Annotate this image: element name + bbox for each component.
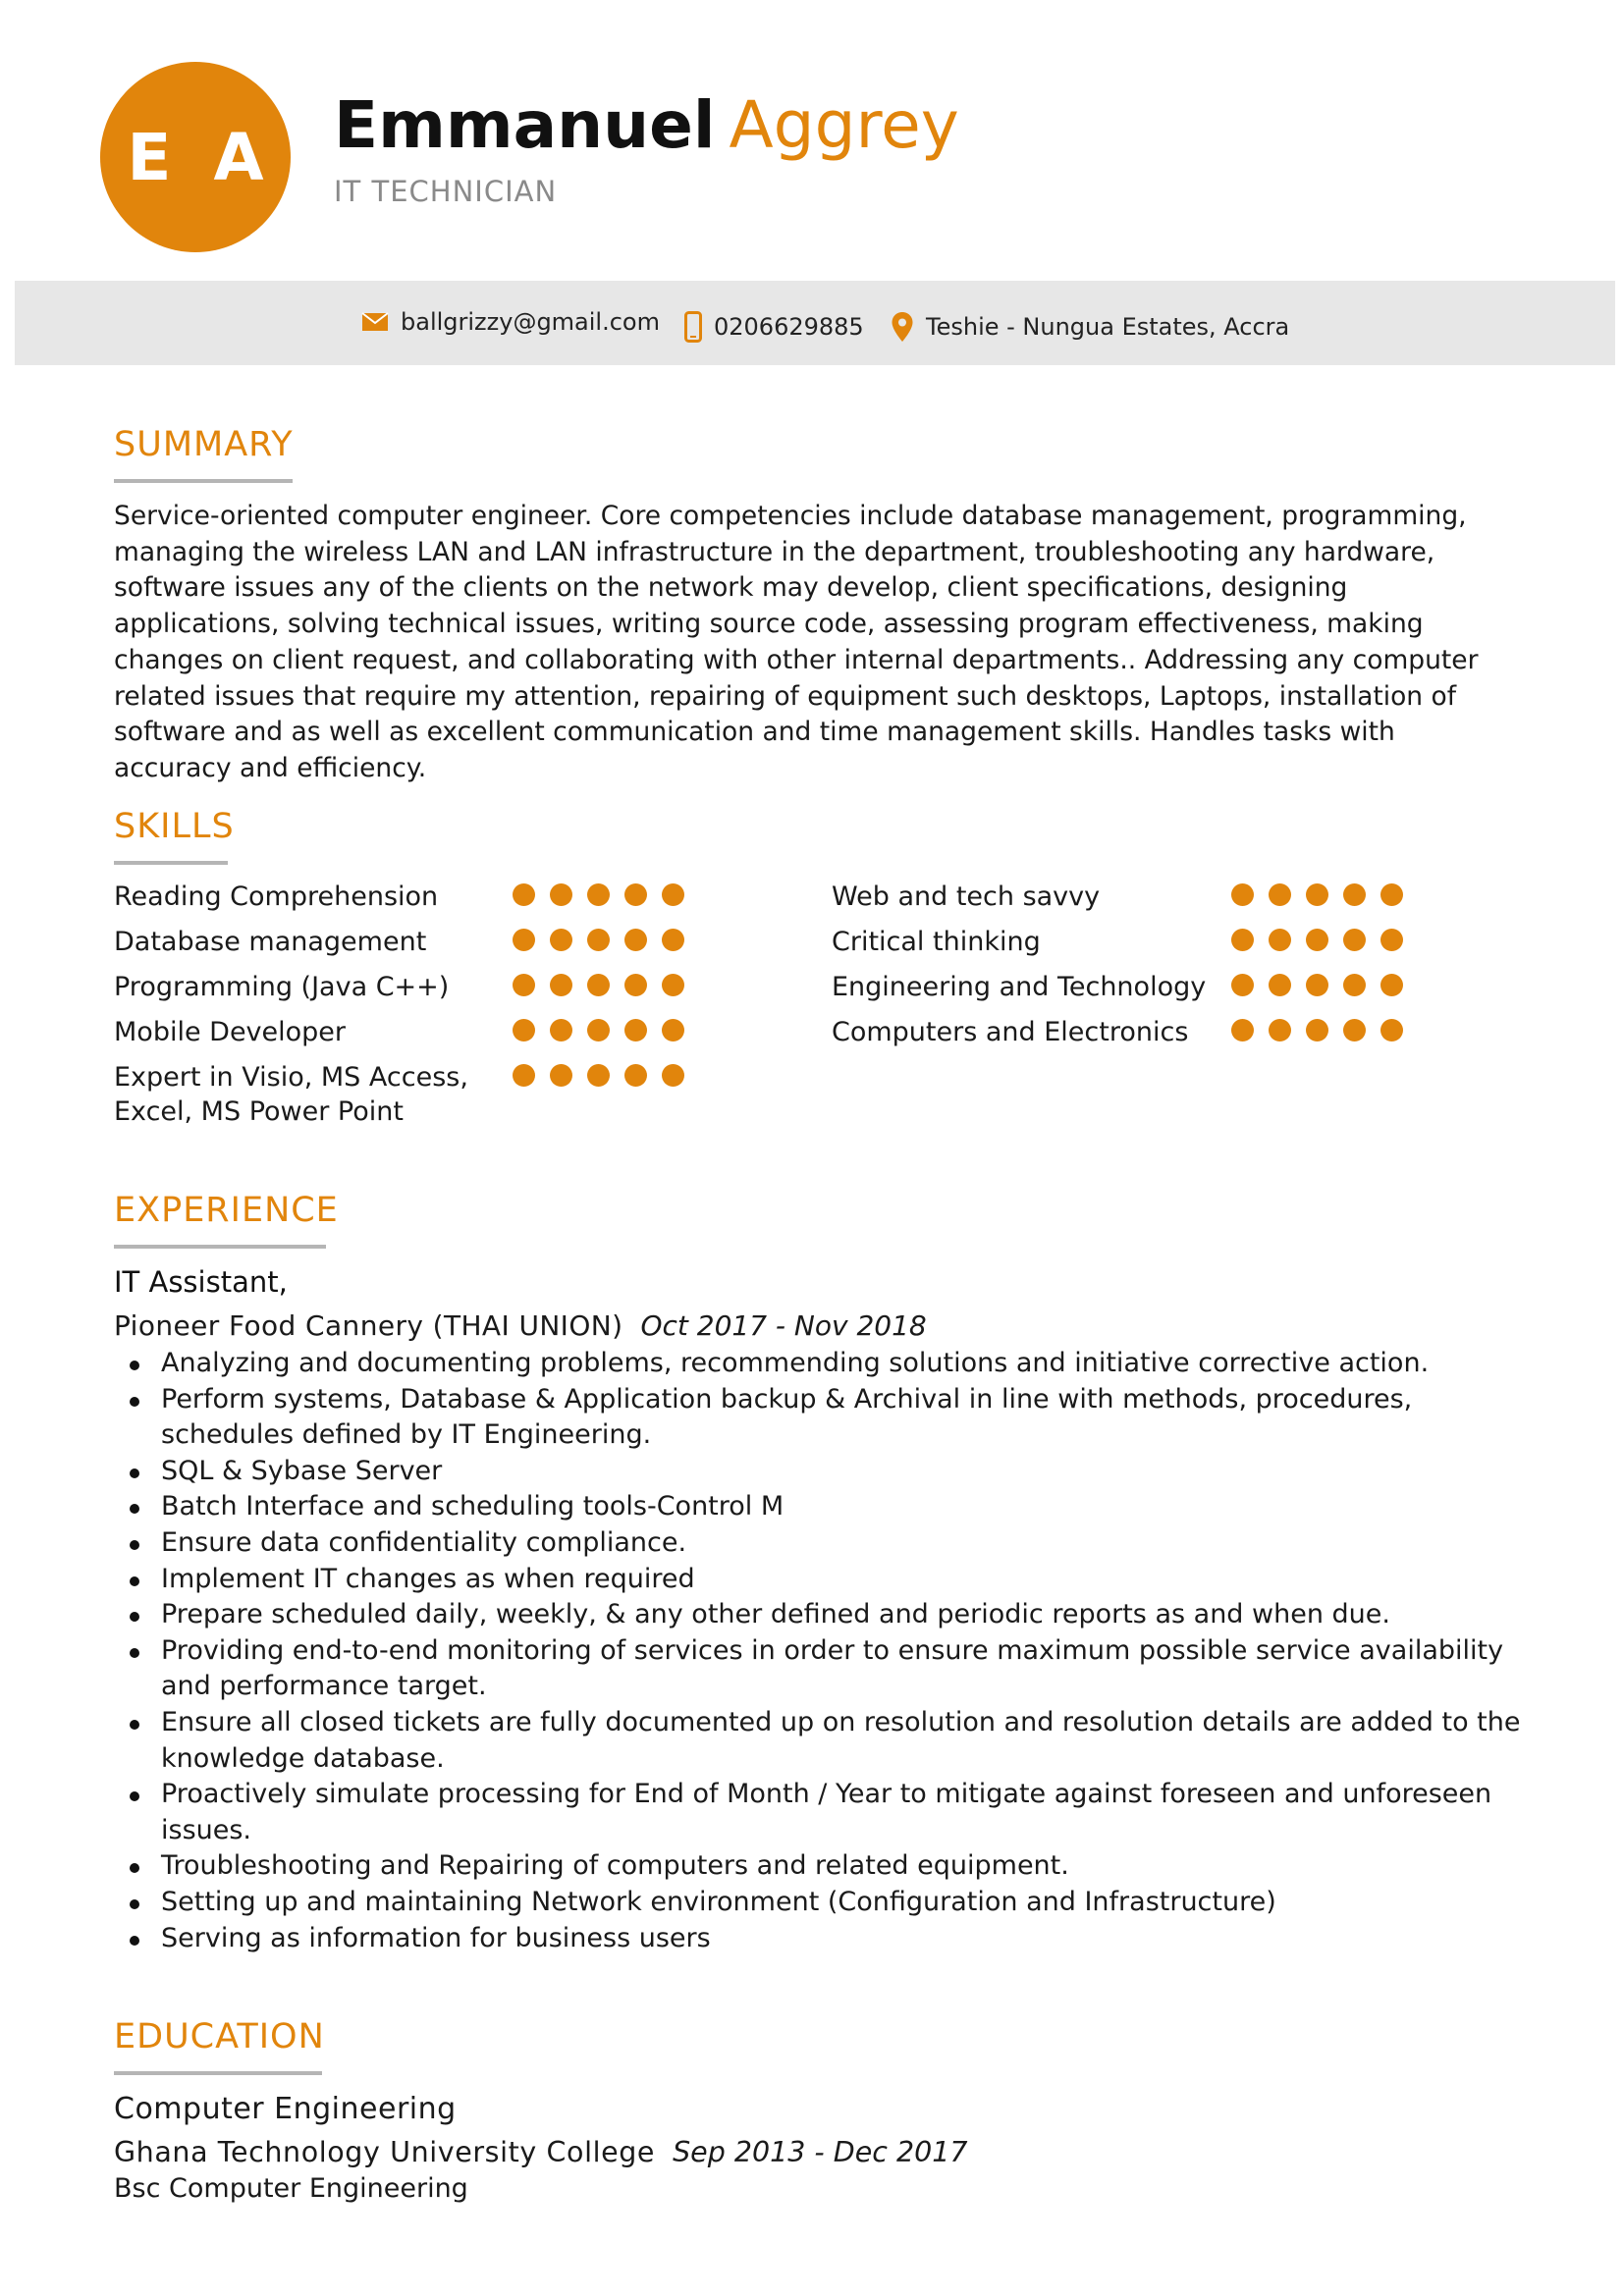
- rating-dot: [513, 974, 535, 996]
- location-text: Teshie - Nungua Estates, Accra: [926, 313, 1290, 341]
- rating-dot: [587, 929, 610, 951]
- map-pin-icon: [891, 311, 914, 343]
- rating-dot: [1380, 883, 1403, 906]
- contact-location: [891, 307, 1289, 347]
- rating-dot: [587, 1064, 610, 1087]
- rating-dot: [1269, 974, 1291, 996]
- summary-rule: [114, 479, 293, 483]
- skill-rating: [513, 883, 684, 906]
- skill-label: Database management: [114, 927, 427, 957]
- rating-dot: [1269, 929, 1291, 951]
- first-name: Emmanuel: [334, 87, 716, 163]
- degree-description: Bsc Computer Engineering: [114, 2173, 468, 2204]
- skill-label: Mobile Developer: [114, 1017, 347, 1047]
- skill-label: Reading Comprehension: [114, 881, 439, 912]
- degree-title: Computer Engineering: [114, 2092, 457, 2126]
- skills-heading: SKILLS: [114, 807, 235, 846]
- rating-dot: [513, 1019, 535, 1041]
- employment-dates: Oct 2017 - Nov 2018: [640, 1309, 927, 1342]
- rating-dot: [1269, 883, 1291, 906]
- list-item: SQL & Sybase Server: [114, 1454, 1528, 1490]
- rating-dot: [1231, 929, 1254, 951]
- rating-dot: [662, 974, 684, 996]
- skill-label: Engineering and Technology: [832, 972, 1207, 1002]
- rating-dot: [662, 929, 684, 951]
- list-item: Implement IT changes as when required: [114, 1562, 1528, 1598]
- list-item: Proactively simulate processing for End of Month / Year to mitigate against foreseen and unforeseen issues.: [114, 1777, 1528, 1848]
- skill-rating: [513, 1019, 684, 1041]
- rating-dot: [1306, 929, 1328, 951]
- rating-dot: [513, 883, 535, 906]
- skill-rating: [1231, 883, 1403, 906]
- rating-dot: [587, 883, 610, 906]
- rating-dot: [550, 883, 572, 906]
- rating-dot: [662, 1019, 684, 1041]
- rating-dot: [624, 1064, 647, 1087]
- school-name: Ghana Technology University College: [114, 2136, 656, 2168]
- experience-heading: EXPERIENCE: [114, 1191, 339, 1230]
- rating-dot: [513, 1064, 535, 1087]
- rating-dot: [587, 974, 610, 996]
- list-item: Perform systems, Database & Application backup & Archival in line with methods, procedures, schedules defined by IT Engineering.: [114, 1382, 1528, 1454]
- education-heading: EDUCATION: [114, 2017, 325, 2056]
- last-name: Aggrey: [729, 87, 959, 163]
- skill-rating: [513, 929, 684, 951]
- skill-rating: [1231, 974, 1403, 996]
- contact-phone[interactable]: [684, 307, 864, 347]
- rating-dot: [1231, 1019, 1254, 1041]
- email-text: ballgrizzy@gmail.com: [401, 308, 660, 336]
- rating-dot: [1343, 1019, 1366, 1041]
- list-item: Troubleshooting and Repairing of computers and related equipment.: [114, 1848, 1528, 1885]
- rating-dot: [1306, 1019, 1328, 1041]
- list-item: Setting up and maintaining Network environment (Configuration and Infrastructure): [114, 1885, 1528, 1921]
- rating-dot: [1269, 1019, 1291, 1041]
- skill-label: Web and tech savvy: [832, 881, 1101, 912]
- list-item: Batch Interface and scheduling tools-Control M: [114, 1489, 1528, 1525]
- school-line: [114, 2136, 968, 2168]
- skill-rating: [1231, 929, 1403, 951]
- rating-dot: [1343, 929, 1366, 951]
- skill-rating: [513, 974, 684, 996]
- rating-dot: [624, 1019, 647, 1041]
- skill-rating: [1231, 1019, 1403, 1041]
- job-title: IT TECHNICIAN: [334, 175, 558, 208]
- rating-dot: [1343, 974, 1366, 996]
- study-dates: Sep 2013 - Dec 2017: [673, 2136, 968, 2168]
- rating-dot: [513, 929, 535, 951]
- rating-dot: [550, 1064, 572, 1087]
- rating-dot: [1380, 974, 1403, 996]
- rating-dot: [624, 883, 647, 906]
- rating-dot: [1380, 1019, 1403, 1041]
- phone-text: 0206629885: [714, 313, 864, 341]
- company-line: [114, 1309, 927, 1342]
- skill-label: Expert in Visio, MS Access, Excel, MS Power Point: [114, 1062, 468, 1127]
- skill-label: Critical thinking: [832, 927, 1041, 957]
- list-item: Providing end-to-end monitoring of services in order to ensure maximum possible service availability and performance target.: [114, 1633, 1528, 1705]
- experience-bullets: [114, 1346, 1528, 1956]
- rating-dot: [624, 974, 647, 996]
- rating-dot: [662, 1064, 684, 1087]
- candidate-name: [334, 86, 959, 165]
- rating-dot: [1306, 883, 1328, 906]
- rating-dot: [1231, 974, 1254, 996]
- rating-dot: [550, 974, 572, 996]
- summary-heading: SUMMARY: [114, 425, 294, 464]
- rating-dot: [587, 1019, 610, 1041]
- rating-dot: [1306, 974, 1328, 996]
- company-name: Pioneer Food Cannery (THAI UNION): [114, 1309, 623, 1342]
- experience-rule: [114, 1245, 326, 1249]
- rating-dot: [550, 1019, 572, 1041]
- rating-dot: [662, 883, 684, 906]
- monogram-avatar: [100, 62, 291, 252]
- rating-dot: [1380, 929, 1403, 951]
- phone-icon: [684, 311, 702, 343]
- skills-rule: [114, 861, 228, 865]
- list-item: Analyzing and documenting problems, recommending solutions and initiative corrective action.: [114, 1346, 1528, 1382]
- list-item: Serving as information for business users: [114, 1921, 1528, 1957]
- list-item: Ensure data confidentiality compliance.: [114, 1525, 1528, 1562]
- skill-label: Computers and Electronics: [832, 1017, 1189, 1047]
- education-rule: [114, 2071, 322, 2075]
- rating-dot: [624, 929, 647, 951]
- rating-dot: [1231, 883, 1254, 906]
- contact-email[interactable]: [361, 302, 660, 342]
- monogram-initials: E A: [127, 119, 274, 195]
- list-item: Ensure all closed tickets are fully documented up on resolution and resolution details are added to the knowledge database.: [114, 1705, 1528, 1777]
- envelope-icon: [361, 312, 389, 332]
- role-title: IT Assistant,: [114, 1265, 288, 1299]
- rating-dot: [550, 929, 572, 951]
- skill-rating: [513, 1064, 684, 1087]
- rating-dot: [1343, 883, 1366, 906]
- list-item: Prepare scheduled daily, weekly, & any other defined and periodic reports as and when due.: [114, 1597, 1528, 1633]
- summary-text: Service-oriented computer engineer. Core competencies include database management, programming, managing the wireless LAN and LAN infrastructure in the department, troubleshooting any hardware, software issues any of the clients on the network may develop, client specifications, designing applications, solving technical issues, writing source code, assessing program effectiveness, making changes on client request, and collaborating with other internal departments.. Addressing any computer related issues that require my attention, repairing of equipment such desktops, Laptops, installation of software and as well as excellent communication and time management skills. Handles tasks with accuracy and efficiency.: [114, 501, 1479, 783]
- skill-label: Programming (Java C++): [114, 972, 450, 1002]
